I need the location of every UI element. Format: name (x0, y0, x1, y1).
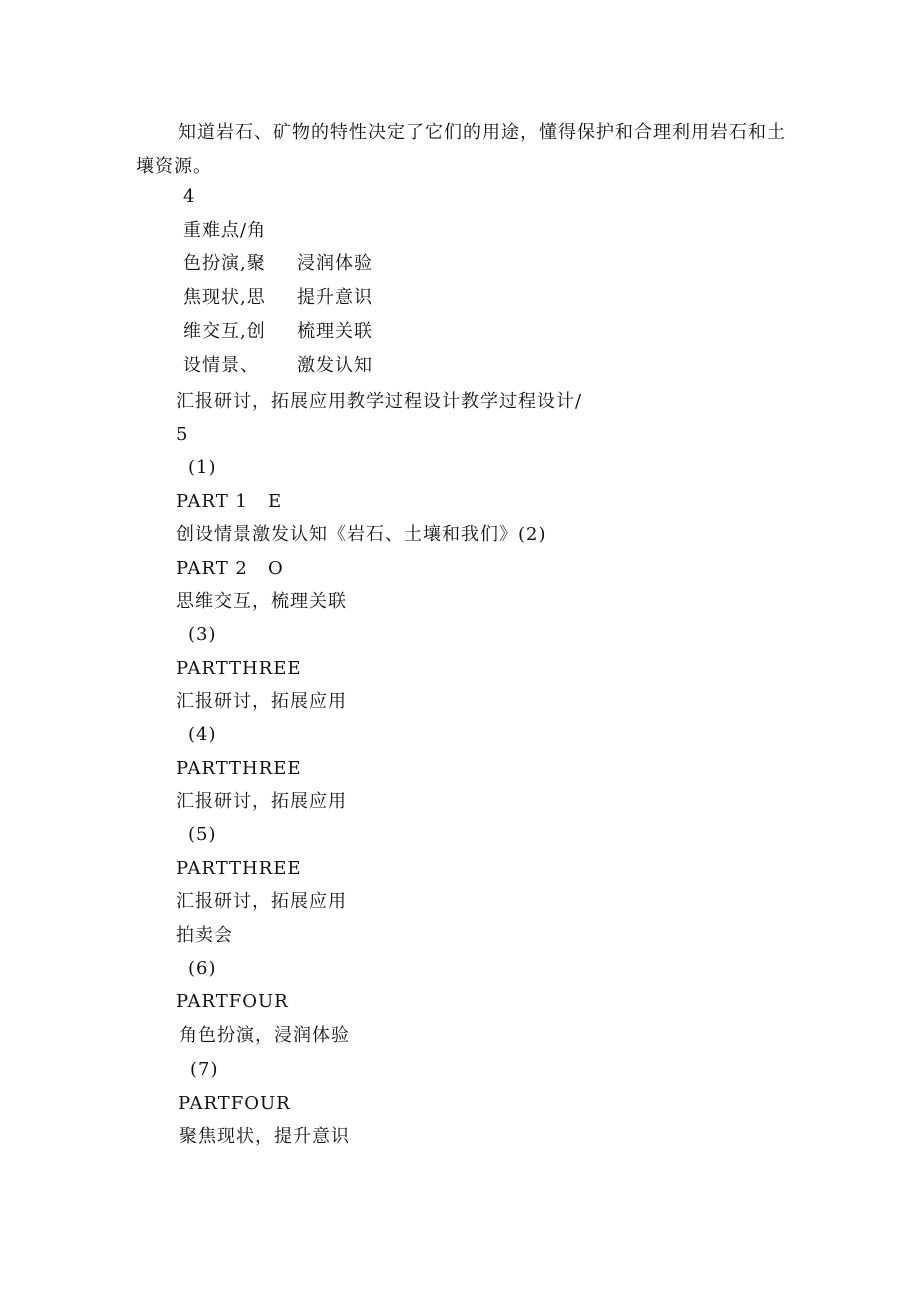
diagram-label-left: 设情景、 (183, 355, 259, 376)
section-title: 聚焦现状，提升意识 (179, 1126, 350, 1147)
part-label: PARTTHREE (176, 858, 302, 879)
section-number: (1) (188, 457, 217, 478)
section-number: (7) (190, 1059, 219, 1080)
section-number: (3) (188, 624, 217, 645)
section-title: 创设情景激发认知《岩石、土壤和我们》(2) (176, 524, 547, 545)
section-title: 汇报研讨，拓展应用 (176, 791, 347, 812)
part-label: PARTTHREE (176, 658, 302, 679)
diagram-label-left: 维交互,创 (183, 321, 266, 342)
section-title: 思维交互，梳理关联 (176, 591, 347, 612)
section-title: 汇报研讨，拓展应用 (176, 891, 347, 912)
part-label: PART 1 E (176, 491, 283, 512)
diagram-label-right: 浸润体验 (297, 253, 373, 274)
section-title: 汇报研讨，拓展应用 (176, 691, 347, 712)
page-number: 4 (183, 186, 196, 207)
section-number: (4) (188, 724, 217, 745)
diagram-label-left: 重难点/角 (183, 220, 267, 241)
diagram-label-right: 激发认知 (297, 355, 373, 376)
section-number: (5) (188, 824, 217, 845)
diagram-label-left: 焦现状,思 (183, 287, 266, 308)
section-title: 角色扮演，浸润体验 (179, 1025, 350, 1046)
section-number: (6) (188, 958, 217, 979)
part-label: PART 2 O (176, 558, 284, 579)
section-extra: 拍卖会 (176, 925, 233, 946)
diagram-label-right: 梳理关联 (297, 321, 373, 342)
section-header-line: 汇报研讨，拓展应用教学过程设计教学过程设计/ (176, 391, 583, 412)
diagram-label-right: 提升意识 (297, 287, 373, 308)
part-label: PARTTHREE (176, 758, 302, 779)
page-number: 5 (176, 424, 189, 445)
part-label: PARTFOUR (176, 991, 289, 1012)
intro-paragraph: 知道岩石、矿物的特性决定了它们的用途，懂得保护和合理利用岩石和土壤资源。 (136, 122, 786, 177)
part-label: PARTFOUR (178, 1093, 291, 1114)
diagram-label-left: 色扮演,聚 (183, 253, 266, 274)
